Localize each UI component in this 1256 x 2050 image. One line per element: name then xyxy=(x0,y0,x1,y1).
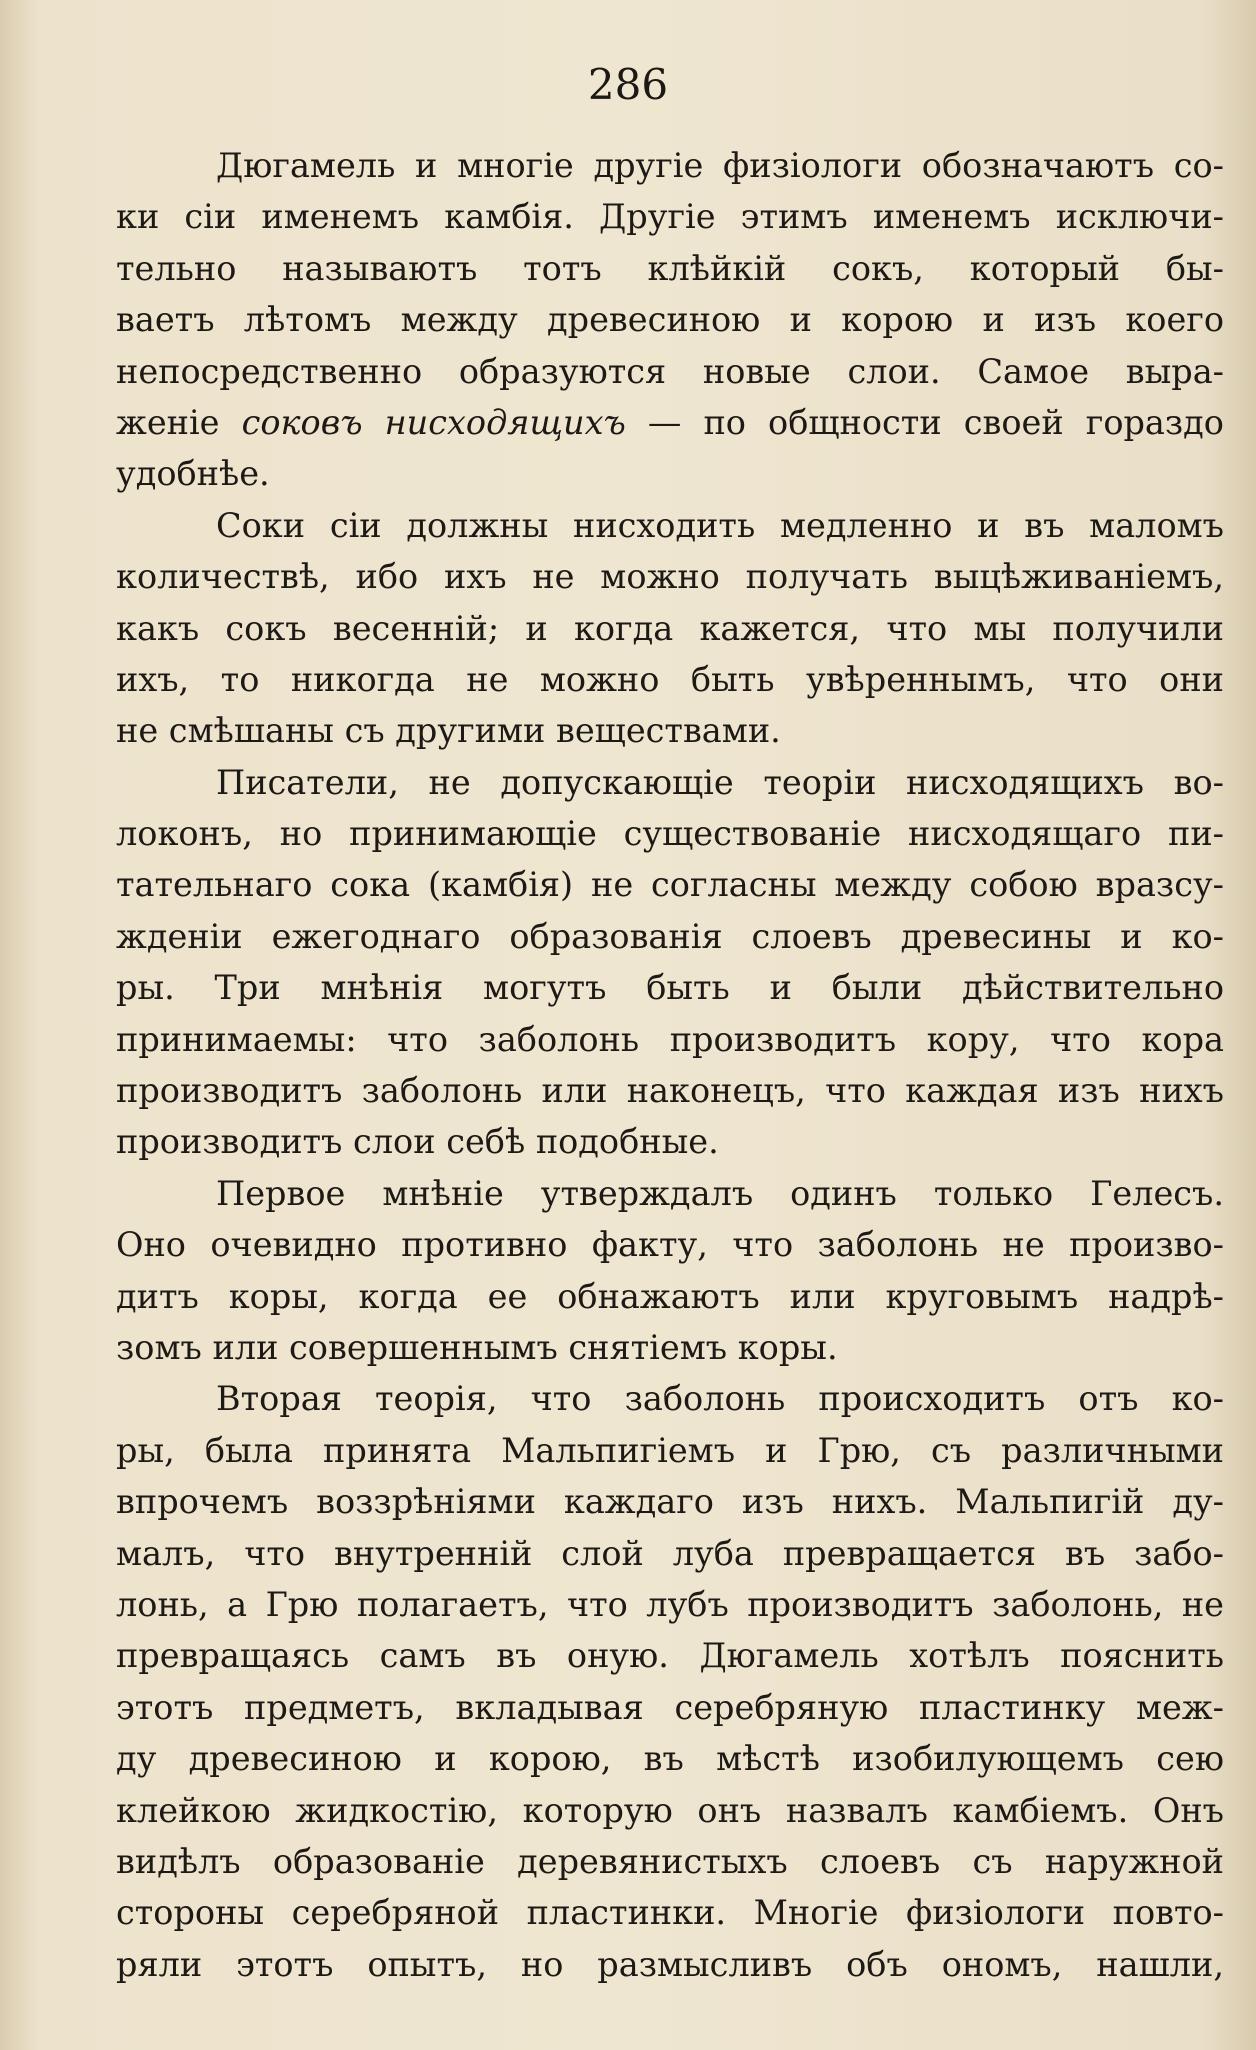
text-line: производитъ слои себѣ подобные. xyxy=(116,1122,719,1162)
text-line: локонъ, но принимающіе существованіе нисходящаго пи- xyxy=(116,814,1224,854)
text-line: жденіи ежегоднаго образованія слоевъ древесины и ко- xyxy=(116,916,1224,956)
text-line: ваетъ лѣтомъ между древесиною и корою и изъ коего xyxy=(116,300,1224,340)
text-line: ихъ, то никогда не можно быть увѣреннымъ, что они xyxy=(116,659,1224,699)
text-line: Соки сіи должны нисходить медленно и въ маломъ xyxy=(216,505,1224,545)
italic-term: соковъ нисходящихъ xyxy=(241,402,626,442)
text-line: тательнаго сока (камбія) не согласны между собою вразсу- xyxy=(116,865,1224,905)
text-line: принимаемы: что заболонь производитъ кору, что кора xyxy=(116,1019,1224,1059)
page-number: 286 xyxy=(587,60,669,109)
text-line: Дюгамель и многіе другіе физіологи обозначаютъ со- xyxy=(216,146,1224,185)
text-line: ры, была принята Мальпигіемъ и Грю, съ различными xyxy=(116,1430,1224,1470)
text-line: Писатели, не допускающіе теоріи нисходящихъ во- xyxy=(216,762,1224,802)
text-line xyxy=(116,397,1224,448)
text-line: ры. Три мнѣнія могутъ быть и были дѣйствительно xyxy=(116,968,1224,1008)
text-line: производитъ заболонь или наконецъ, что каждая изъ нихъ xyxy=(116,1071,1224,1111)
text-line: не смѣшаны съ другими веществами. xyxy=(116,711,781,751)
text-line: тельно называютъ тотъ клѣйкій сокъ, который бы- xyxy=(116,248,1224,288)
text-segment: женіе xyxy=(116,402,242,442)
text-line: зомъ или совершеннымъ снятіемъ коры. xyxy=(116,1327,838,1367)
text-line: какъ сокъ весенній; и когда кажется, что мы получили xyxy=(116,608,1224,648)
text-line: впрочемъ воззрѣніями каждаго изъ нихъ. Мальпигій ду- xyxy=(116,1482,1224,1522)
text-line: количествѣ, ибо ихъ не можно получать выцѣживаніемъ, xyxy=(116,557,1224,597)
body-text xyxy=(116,140,1224,1990)
text-line: Вторая теорія, что заболонь происходитъ отъ ко- xyxy=(216,1379,1224,1419)
text-line: Первое мнѣніе утверждалъ одинъ только Гелесъ. xyxy=(216,1173,1224,1213)
text-line: видѣлъ образованіе деревянистыхъ слоевъ съ наружной xyxy=(116,1841,1224,1881)
text-line: малъ, что внутренній слой луба превращается въ забо- xyxy=(116,1533,1224,1573)
text-line: Оно очевидно противно факту, что заболонь не произво- xyxy=(116,1225,1224,1265)
text-line: стороны серебряной пластинки. Многіе физіологи повто- xyxy=(116,1893,1224,1933)
text-line: лонь, а Грю полагаетъ, что лубъ производитъ заболонь, не xyxy=(116,1584,1224,1624)
text-line: клейкою жидкостію, которую онъ назвалъ камбіемъ. Онъ xyxy=(116,1790,1224,1830)
text-line: дитъ коры, когда ее обнажаютъ или круговымъ надрѣ- xyxy=(116,1276,1224,1316)
text-line: удобнѣе. xyxy=(116,454,270,494)
text-line: ки сіи именемъ камбія. Другіе этимъ именемъ исключи- xyxy=(116,197,1224,237)
text-line: превращаясь самъ въ оную. Дюгамель хотѣлъ пояснить xyxy=(116,1636,1224,1676)
text-line: непосредственно образуются новые слои. Самое выра- xyxy=(116,351,1224,391)
text-line: ряли этотъ опытъ, но размысливъ объ ономъ, нашли, xyxy=(116,1944,1224,1984)
text-line: ду древесиною и корою, въ мѣстѣ изобилующемъ сею xyxy=(116,1739,1224,1779)
text-line: этотъ предметъ, вкладывая серебряную пластинку меж- xyxy=(116,1687,1224,1727)
text-segment: — по общности своей гораздо xyxy=(625,402,1224,442)
